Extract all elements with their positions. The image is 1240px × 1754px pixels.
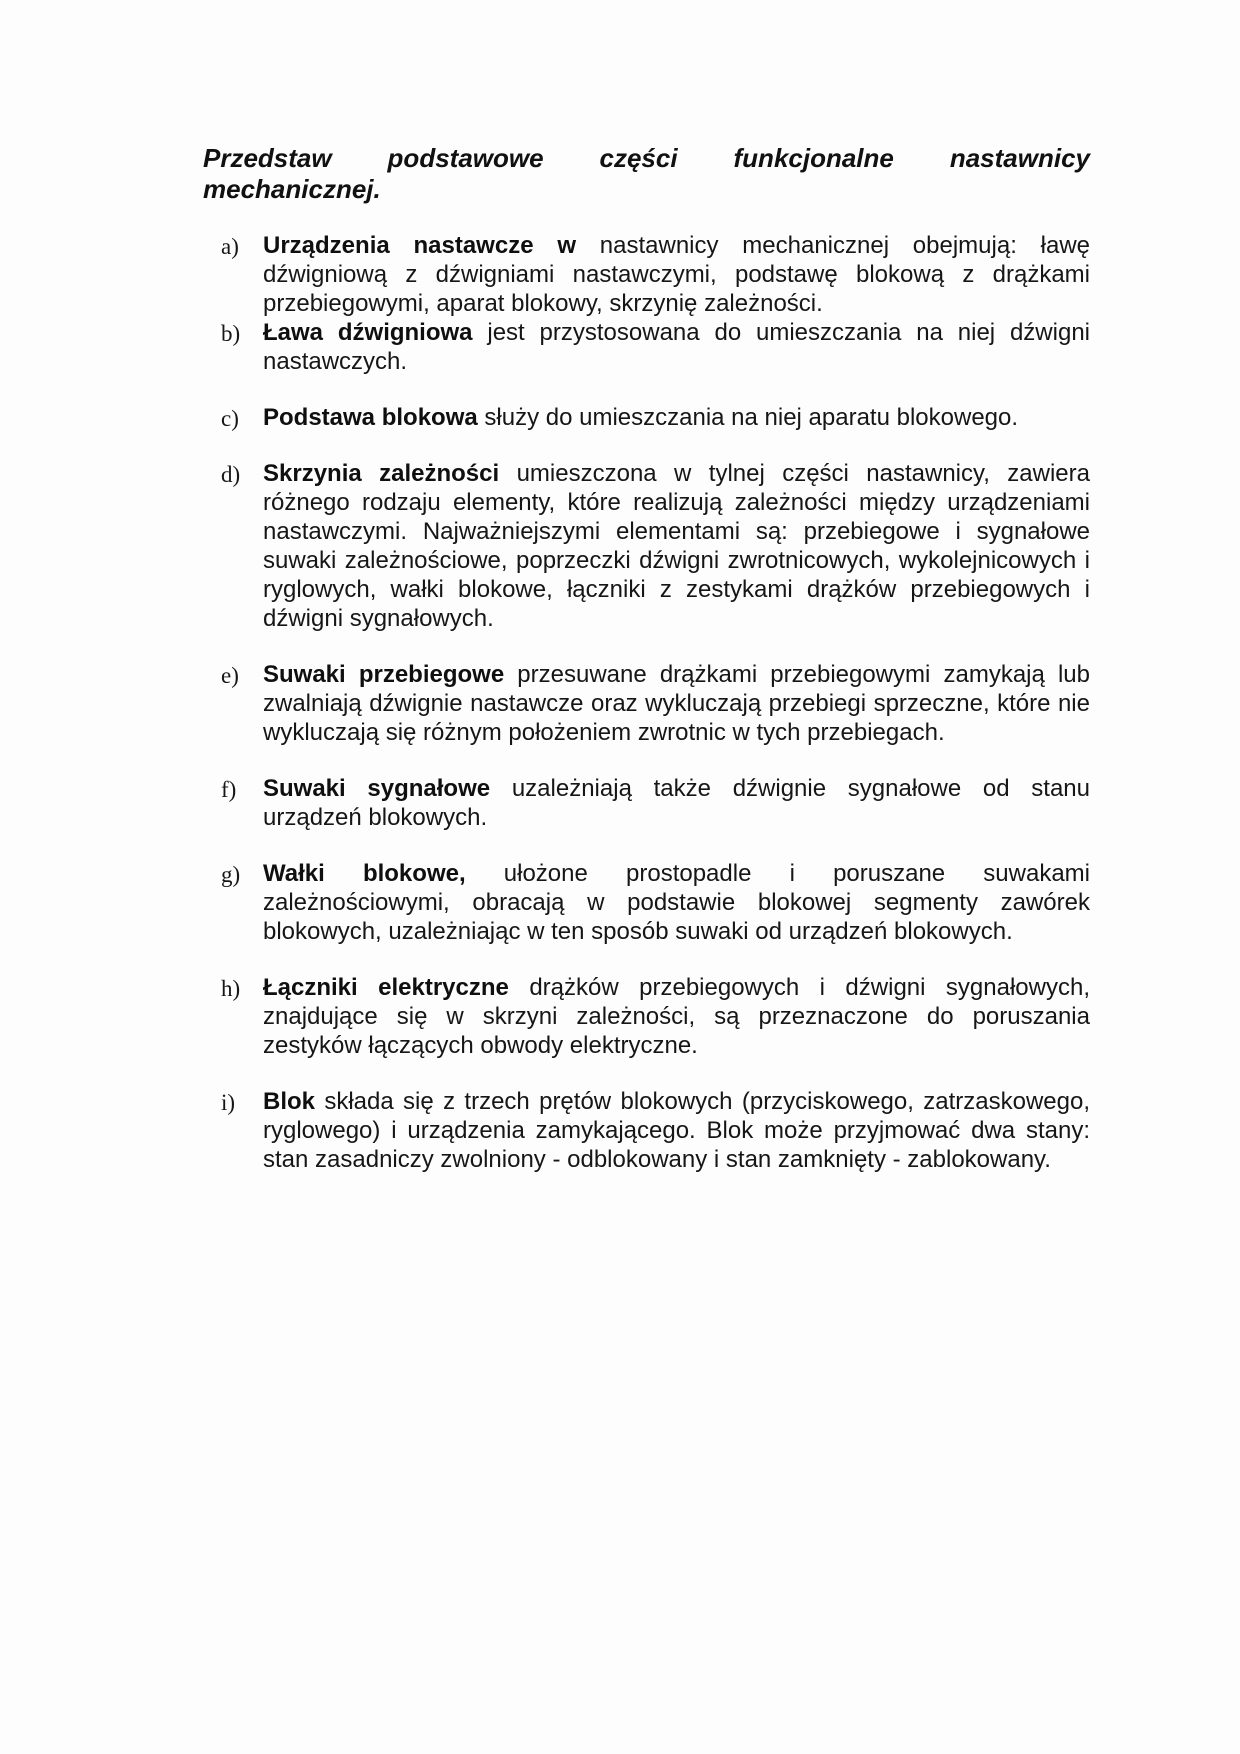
list-item-text: służy do umieszczania na niej aparatu blokowego. — [477, 404, 1019, 431]
lettered-list — [203, 231, 1090, 1174]
list-item-marker: i) — [221, 1090, 236, 1115]
list-item-g — [203, 859, 1090, 946]
list-item-b — [203, 318, 1090, 376]
list-item-lead: Wałki blokowe, — [263, 860, 466, 887]
list-item-lead: Suwaki przebiegowe — [263, 661, 505, 688]
list-item-text: umieszczona w tylnej części nastawnicy, zawiera różnego rodzaju elementy, które realizują zależności między urządzeniami nastawczymi. Najważniejszymi elementami są: przebiegowe i sygnałowe suwaki zależnościowe, poprzeczki dźwigni zwrotnicowych, wykolejnicowych i ryglowych, wałki blokowe, łączniki z zestykami drążków przebiegowych i dźwigni sygnałowych. — [263, 460, 1090, 632]
list-item-marker: f) — [221, 777, 237, 802]
list-item-e — [203, 660, 1090, 747]
list-item-text: składa się z trzech prętów blokowych (przyciskowego, zatrzaskowego, ryglowego) i urządzenia zamykającego. Blok może przyjmować dwa stany: stan zasadniczy zwolniony - odblokowany i stan zamknięty - zablokowany. — [263, 1088, 1090, 1173]
list-item-lead: Ława dźwigniowa — [263, 319, 473, 346]
list-item-marker: g) — [221, 862, 241, 887]
list-item-text: jest przystosowana do umieszczania na niej dźwigni nastawczych. — [263, 319, 1090, 375]
list-item-c — [203, 403, 1090, 432]
list-item-i — [203, 1087, 1090, 1174]
list-item-marker: h) — [221, 976, 241, 1001]
list-item-lead: Blok — [263, 1088, 316, 1115]
list-item-text: ułożone prostopadle i poruszane suwakami zależnościowymi, obracają w podstawie blokowej segmenty zawórek blokowych, uzależniając w ten sposób suwaki od urządzeń blokowych. — [263, 860, 1090, 945]
list-item-text: drążków przebiegowych i dźwigni sygnałowych, znajdujące się w skrzyni zależności, są przeznaczone do poruszania zestyków łączących obwody elektryczne. — [263, 974, 1090, 1059]
list-item-marker: b) — [221, 321, 241, 346]
list-item-f — [203, 774, 1090, 832]
list-item-text: uzależniają także dźwignie sygnałowe od stanu urządzeń blokowych. — [263, 775, 1091, 831]
list-item-text: nastawnicy mechanicznej obejmują: ławę dźwigniową z dźwigniami nastawczymi, podstawę blokową z drążkami przebiegowymi, aparat blokowy, skrzynię zależności. — [263, 232, 1091, 317]
list-item-a — [203, 231, 1090, 318]
document-title — [203, 143, 1090, 205]
list-item-lead: Podstawa blokowa — [263, 404, 478, 431]
list-item-d — [203, 459, 1090, 633]
list-item-lead: Łączniki elektryczne — [263, 974, 509, 1001]
list-item-marker: a) — [221, 234, 239, 259]
list-item-marker: e) — [221, 663, 239, 688]
list-item-lead: Suwaki sygnałowe — [263, 775, 491, 802]
list-item-marker: d) — [221, 462, 241, 487]
title-line-1: Przedstaw podstawowe części funkcjonalne nastawnicy — [203, 143, 1090, 173]
list-item-h — [203, 973, 1090, 1060]
list-item-marker: c) — [221, 406, 239, 431]
title-line-2: mechanicznej. — [203, 174, 381, 204]
list-item-lead: Skrzynia zależności — [263, 460, 500, 487]
list-item-text: przesuwane drążkami przebiegowymi zamykają lub zwalniają dźwignie nastawcze oraz wykluczają przebiegi sprzeczne, które nie wykluczają się różnym położeniem zwrotnic w tych przebiegach. — [263, 661, 1090, 746]
list-item-lead: Urządzenia nastawcze w — [263, 232, 576, 259]
